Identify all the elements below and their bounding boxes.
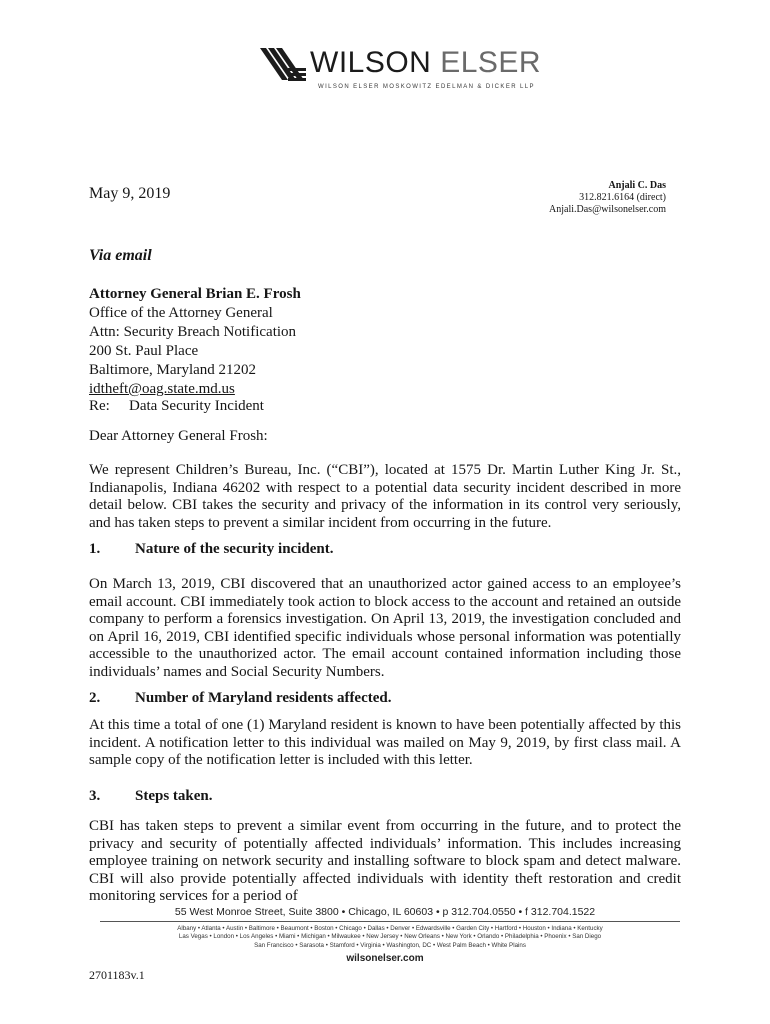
footer-cities-line: Albany • Atlanta • Austin • Baltimore • Beaumont • Boston • Chicago • Dallas • Denver • Edwardsville • Garden City • Hartford • Houston • Indiana • Kentucky	[177, 925, 603, 932]
sender-name: Anjali C. Das	[608, 180, 666, 191]
firm-name-light: ELSER	[440, 46, 542, 79]
footer-cities-line: San Francisco • Sarasota • Stamford • Virginia • Washington, DC • West Palm Beach • White Plains	[254, 941, 526, 949]
recipient-name: Attorney General Brian E. Frosh	[89, 286, 301, 302]
document-id: 2701183v.1	[89, 968, 145, 982]
recipient-email-link[interactable]: idtheft@oag.state.md.us	[89, 381, 235, 397]
recipient-attn: Attn: Security Breach Notification	[89, 324, 297, 340]
delivery-method: Via email	[89, 247, 152, 264]
section-title: Number of Maryland residents affected.	[135, 690, 392, 706]
section-body: On March 13, 2019, CBI discovered that an unauthorized actor gained access to an employee’s email account. CBI immediately took action to block access to the account and retained an outside company to perform a forensics investigation. On April 13, 2019, the investigation concluded and on April 16, 2019, CBI identified specific individuals whose personal information was potentially accessible to the unauthorized actor. The email account contained information including those individuals’ names and Social Security Numbers.	[89, 576, 681, 680]
recipient-street: 200 St. Paul Place	[89, 343, 199, 359]
sender-phone: 312.821.6164 (direct)	[579, 192, 666, 203]
section-number: 3.	[89, 788, 101, 804]
footer-cities-line: Las Vegas • London • Los Angeles • Miami • Michigan • Milwaukee • New Jersey • New Orleans • New York • Orlando • Philadelphia • Phoenix • San Diego	[178, 933, 602, 941]
section-title: Nature of the security incident.	[135, 541, 334, 557]
section-body: CBI has taken steps to prevent a similar event from occurring in the future, and to protect the privacy and security of potentially affected individuals’ information. This includes increasing employee training on network security and installing software to block spam and detect malware. CBI will also provide potentially affected individuals with identity theft restoration and credit monitoring services for a period of	[89, 818, 681, 904]
subject-label: Re:	[89, 398, 110, 414]
section-title: Steps taken.	[135, 788, 213, 804]
section-heading	[89, 690, 392, 707]
section-heading	[89, 788, 213, 805]
intro-paragraph: We represent Children’s Bureau, Inc. (“CBI”), located at 1575 Dr. Martin Luther King Jr. St., Indianapolis, Indiana 46202 with respect to a potential data security incident described in more detail below. CBI takes the security and privacy of the information in its control very seriously, and has taken steps to prevent a similar incident from occurring in the future.	[89, 462, 681, 531]
salutation: Dear Attorney General Frosh:	[89, 428, 268, 444]
subject-text: Data Security Incident	[129, 398, 264, 414]
section-number: 2.	[89, 690, 101, 706]
section-heading	[89, 541, 333, 558]
sender-block	[549, 180, 666, 216]
recipient-office: Office of the Attorney General	[89, 305, 273, 321]
footer-divider	[100, 921, 680, 922]
firm-wordmark	[310, 46, 541, 80]
recipient-address	[89, 285, 301, 399]
firm-logo-mark-icon	[258, 46, 308, 90]
firm-logo	[258, 40, 542, 100]
footer-website-link[interactable]: wilsonelser.com	[346, 953, 424, 964]
section-number: 1.	[89, 541, 101, 557]
section-body: At this time a total of one (1) Maryland resident is known to have been potentially affected by this incident. A notification letter to this individual was mailed on May 9, 2019, by first class mail. A sample copy of the notification letter is included with this letter.	[89, 717, 681, 768]
letter-date: May 9, 2019	[89, 185, 171, 202]
footer-office-list	[90, 925, 690, 950]
sender-email[interactable]: Anjali.Das@wilsonelser.com	[549, 204, 666, 215]
recipient-city: Baltimore, Maryland 21202	[89, 362, 257, 378]
subject-line	[89, 398, 264, 415]
firm-full-name: WILSON ELSER MOSKOWITZ EDELMAN & DICKER LLP	[318, 84, 535, 90]
firm-name-bold: WILSON	[310, 46, 432, 79]
footer-address: 55 West Monroe Street, Suite 3800 • Chicago, IL 60603 • p 312.704.0550 • f 312.704.1522	[174, 906, 596, 918]
